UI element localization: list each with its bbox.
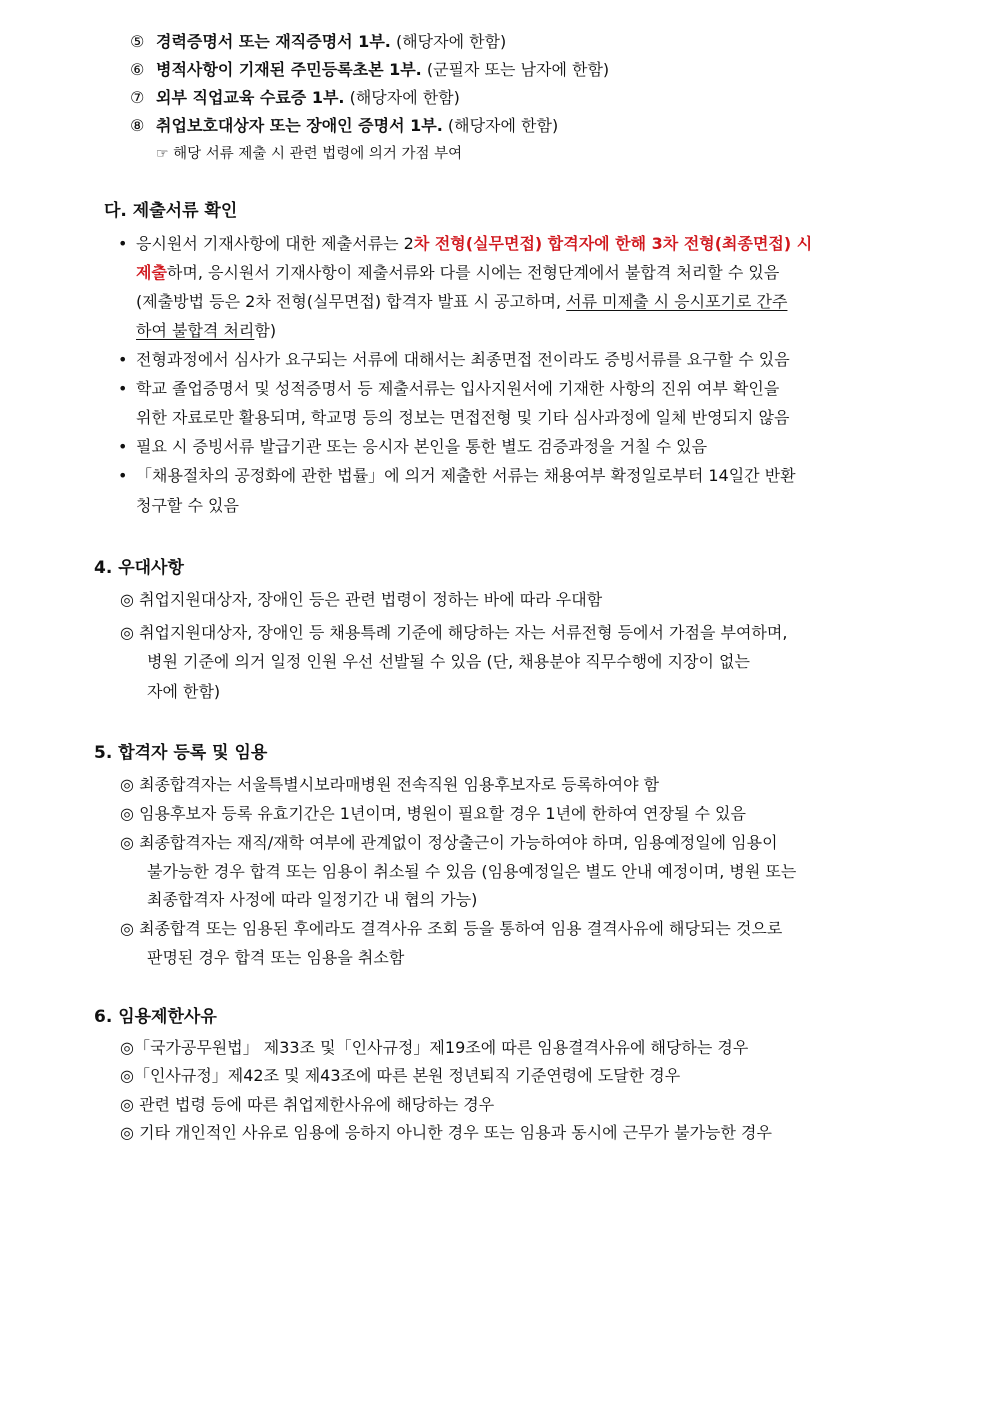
s5-item-3-line-1: ◎ 최종합격자는 재직/재학 여부에 관계없이 정상출근이 가능하여야 하며, 임용예정일에 임용이: [120, 833, 778, 852]
double-circle-icon: ◎: [120, 1066, 134, 1085]
double-circle-icon: ◎: [120, 590, 134, 609]
c-bullet-1-line-2: 제출하며, 응시원서 기재사항이 제출서류와 다를 시에는 전형단계에서 불합격 처리할 수 있음: [136, 263, 780, 282]
doc-item-6: [130, 58, 609, 82]
s4-item-1: ◎ 취업지원대상자, 장애인 등은 관련 법령이 정하는 바에 따라 우대함: [120, 590, 603, 609]
s5-item-1: ◎ 최종합격자는 서울특별시보라매병원 전속직원 임용후보자로 등록하여야 함: [120, 775, 660, 794]
bullet-dot-icon: •: [118, 234, 128, 253]
double-circle-icon: ◎: [120, 919, 134, 938]
section-title-5: 5. 합격자 등록 및 임용: [94, 743, 268, 763]
double-circle-icon: ◎: [120, 833, 134, 852]
doc-note: (해당자에 한함): [349, 88, 460, 107]
c-bullet-3-line-2: 위한 자료로만 활용되며, 학교명 등의 정보는 면접전형 및 기타 심사과정에 일체 반영되지 않음: [136, 408, 790, 427]
doc-number: ⑥: [130, 60, 145, 79]
doc-item-7: [130, 86, 460, 110]
doc-name: 취업보호대상자 또는 장애인 증명서 1부.: [156, 116, 443, 135]
bullet-dot-icon: •: [118, 466, 128, 485]
doc-item-8: [130, 114, 558, 138]
section-title-6: 6. 임용제한사유: [94, 1007, 217, 1027]
s6-item-4: ◎ 기타 개인적인 사유로 임용에 응하지 아니한 경우 또는 임용과 동시에 근무가 불가능한 경우: [120, 1123, 772, 1142]
c-bullet-3-line-1: • 학교 졸업증명서 및 성적증명서 등 제출서류는 입사지원서에 기재한 사항의 진위 여부 확인을: [118, 377, 779, 401]
section-title-c: 다. 제출서류 확인: [104, 201, 238, 221]
c-bullet-1-line-1: • 응시원서 기재사항에 대한 제출서류는 2차 전형(실무면접) 합격자에 한해 3차 전형(최종면접) 시: [118, 232, 812, 256]
doc-note: (군필자 또는 남자에 한함): [426, 60, 610, 79]
c-bullet-5-line-2: 청구할 수 있음: [136, 496, 239, 515]
doc-note: (해당자에 한함): [395, 32, 507, 51]
c-bullet-2: • 전형과정에서 심사가 요구되는 서류에 대해서는 최종면접 전이라도 증빙서류를 요구할 수 있음: [118, 348, 790, 372]
double-circle-icon: ◎: [120, 1095, 134, 1114]
c-bullet-4: • 필요 시 증빙서류 발급기관 또는 응시자 본인을 통한 별도 검증과정을 거칠 수 있음: [118, 435, 707, 459]
doc-name: 병적사항이 기재된 주민등록초본 1부.: [156, 60, 422, 79]
s6-item-2: ◎「인사규정」제42조 및 제43조에 따른 본원 정년퇴직 기준연령에 도달한 경우: [120, 1066, 681, 1085]
s5-item-3-line-2: 불가능한 경우 합격 또는 임용이 취소될 수 있음 (임용예정일은 별도 안내 예정이며, 병원 또는: [147, 862, 797, 881]
bullet-dot-icon: •: [118, 350, 128, 369]
s4-item-2-line-3: 자에 한함): [147, 682, 221, 701]
s4-item-2-line-2: 병원 기준에 의거 일정 인원 우선 선발될 수 있음 (단, 채용분야 직무수행에 지장이 없는: [147, 652, 750, 671]
s4-item-2-line-1: ◎ 취업지원대상자, 장애인 등 채용특례 기준에 해당하는 자는 서류전형 등에서 가점을 부여하며,: [120, 623, 788, 642]
c-bullet-1-line-4: 하여 불합격 처리함): [136, 321, 277, 340]
s5-item-2: ◎ 임용후보자 등록 유효기간은 1년이며, 병원이 필요할 경우 1년에 한하여 연장될 수 있음: [120, 804, 746, 823]
bullet-dot-icon: •: [118, 379, 128, 398]
doc-item-5: [130, 30, 506, 54]
underlined-text: 하여 불합격 처리: [136, 321, 255, 340]
double-circle-icon: ◎: [120, 1123, 134, 1142]
s6-item-1: ◎「국가공무원법」 제33조 및「인사규정」제19조에 따른 임용결격사유에 해당하는 경우: [120, 1038, 749, 1057]
docs-note-text: 해당 서류 제출 시 관련 법령에 의거 가점 부여: [173, 146, 463, 162]
doc-number: ⑤: [130, 32, 145, 51]
pointing-hand-icon: ☞: [156, 146, 169, 162]
double-circle-icon: ◎: [120, 623, 134, 642]
s5-item-4-line-1: ◎ 최종합격 또는 임용된 후에라도 결격사유 조회 등을 통하여 임용 결격사유에 해당되는 것으로: [120, 919, 783, 938]
doc-number: ⑦: [130, 88, 145, 107]
c-bullet-5-line-1: • 「채용절차의 공정화에 관한 법률」에 의거 제출한 서류는 채용여부 확정일로부터 14일간 반환: [118, 464, 796, 488]
underlined-text: 서류 미제출 시 응시포기로 간주: [566, 292, 788, 311]
highlight-text: 차 전형(실무면접) 합격자에 한해 3차 전형(최종면접) 시: [413, 234, 813, 253]
docs-note: [156, 142, 462, 166]
s5-item-3-line-3: 최종합격자 사정에 따라 일정기간 내 협의 가능): [147, 890, 478, 909]
s5-item-4-line-2: 판명된 경우 합격 또는 임용을 취소함: [147, 948, 405, 967]
c-bullet-1-line-3: (제출방법 등은 2차 전형(실무면접) 합격자 발표 시 공고하며, 서류 미제출 시 응시포기로 간주: [136, 292, 788, 311]
highlight-text: 제출: [136, 263, 167, 282]
double-circle-icon: ◎: [120, 775, 134, 794]
double-circle-icon: ◎: [120, 804, 134, 823]
s6-item-3: ◎ 관련 법령 등에 따른 취업제한사유에 해당하는 경우: [120, 1095, 495, 1114]
doc-name: 경력증명서 또는 재직증명서 1부.: [156, 32, 391, 51]
section-title-4: 4. 우대사항: [94, 558, 184, 578]
bullet-dot-icon: •: [118, 437, 128, 456]
doc-name: 외부 직업교육 수료증 1부.: [156, 88, 345, 107]
doc-note: (해당자에 한함): [447, 116, 559, 135]
doc-number: ⑧: [130, 116, 145, 135]
double-circle-icon: ◎: [120, 1038, 134, 1057]
